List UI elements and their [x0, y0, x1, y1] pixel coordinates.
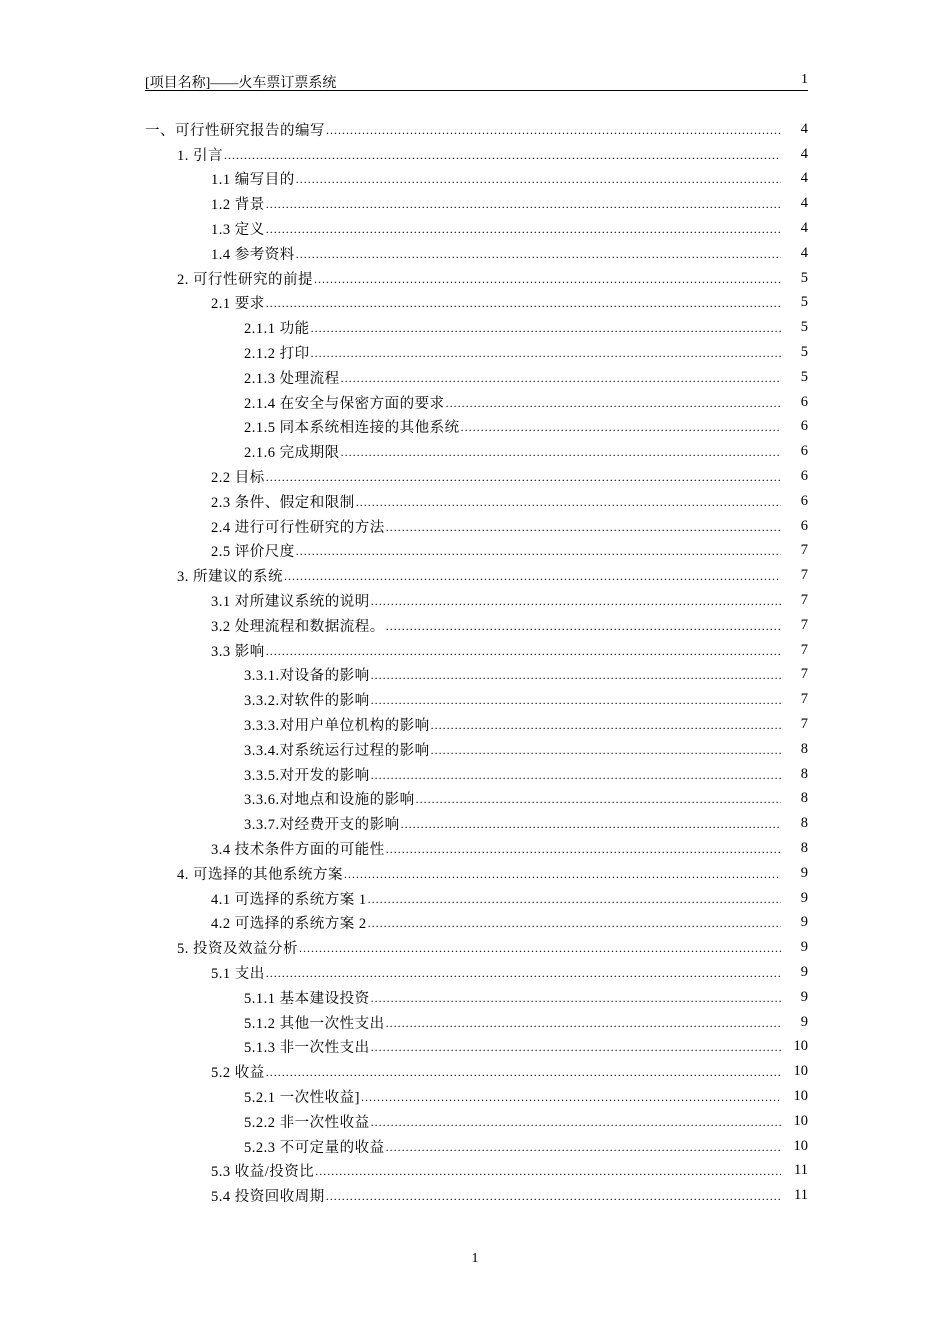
toc-entry-page-number: 6	[800, 517, 808, 534]
toc-dot-leader	[326, 1189, 781, 1204]
toc-entry-page-number: 7	[800, 616, 808, 633]
toc-entry-page-number: 9	[800, 963, 808, 980]
toc-entry-page-number: 10	[793, 1137, 808, 1154]
toc-entry-page-number: 4	[800, 120, 808, 137]
toc-entry-page-number: 10	[793, 1063, 808, 1080]
toc-entry-page-number: 6	[800, 393, 808, 410]
toc-entry[interactable]	[0, 191, 950, 216]
toc-entry-label: 3.3.6.对地点和设施的影响	[244, 792, 415, 809]
toc-entry-label: 2.1.6 完成期限	[244, 445, 340, 462]
toc-dot-leader	[371, 1115, 781, 1130]
toc-entry[interactable]	[0, 1183, 950, 1208]
toc-dot-leader	[299, 941, 781, 956]
toc-entry-label: 3.3 影响	[211, 643, 265, 660]
toc-entry-page-number: 9	[800, 988, 808, 1005]
toc-entry-page-number: 5	[800, 368, 808, 385]
toc-entry-page-number: 7	[800, 716, 808, 733]
toc-entry-label: 4. 可选择的其他系统方案	[177, 866, 343, 883]
toc-entry-page-number: 4	[800, 244, 808, 261]
toc-entry-page-number: 4	[800, 145, 808, 162]
toc-entry-label: 3.4 技术条件方面的可能性	[211, 842, 385, 858]
toc-entry-label: 5.3 收益/投资比	[211, 1164, 315, 1181]
toc-entry-page-number: 9	[800, 914, 808, 931]
toc-entry[interactable]	[0, 390, 950, 415]
toc-dot-leader	[356, 495, 781, 510]
toc-entry-label: 2.1.1 功能	[244, 321, 310, 338]
toc-entry[interactable]	[0, 588, 950, 613]
toc-entry[interactable]	[0, 638, 950, 663]
toc-entry-page-number: 10	[793, 1087, 808, 1104]
toc-entry-label: 2.3 条件、假定和限制	[211, 494, 355, 511]
toc-dot-leader	[401, 817, 781, 832]
toc-dot-leader	[296, 247, 781, 262]
toc-entry-page-number: 7	[800, 691, 808, 708]
toc-dot-leader	[311, 321, 781, 336]
toc-entry[interactable]	[0, 861, 950, 886]
toc-dot-leader	[431, 743, 781, 758]
toc-entry[interactable]	[0, 142, 950, 167]
page-header	[145, 71, 808, 91]
toc-entry-page-number: 8	[800, 790, 808, 807]
toc-entry-label: 5.1.3 非一次性支出	[244, 1040, 370, 1057]
toc-entry[interactable]	[0, 291, 950, 316]
toc-entry[interactable]	[0, 167, 950, 192]
toc-dot-leader	[416, 792, 781, 807]
toc-entry-label: 3.3.7.对经费开支的影响	[244, 817, 400, 834]
toc-entry-label: 5.1.1 基本建设投资	[244, 990, 370, 1007]
toc-dot-leader	[296, 172, 781, 187]
toc-dot-leader	[368, 892, 781, 907]
toc-dot-leader	[266, 296, 781, 311]
toc-entry-label: 2.5 评价尺度	[211, 544, 295, 561]
toc-entry[interactable]	[0, 241, 950, 266]
toc-entry-label: 3.3.1.对设备的影响	[244, 668, 370, 685]
toc-entry-label: 5.2 收益	[211, 1065, 265, 1082]
toc-entry-page-number: 5	[800, 344, 808, 361]
toc-entry-label: 2.1.2 打印	[244, 346, 310, 363]
toc-entry-page-number: 10	[793, 1038, 808, 1055]
toc-entry-label: 1.3 定义	[211, 222, 265, 239]
toc-entry-label: 2.1 要求	[211, 296, 265, 313]
toc-entry[interactable]	[0, 613, 950, 638]
header-title: [项目名称]——火车票订票系统	[145, 76, 337, 91]
toc-entry[interactable]	[0, 960, 950, 985]
toc-entry-label: 1.4 参考资料	[211, 246, 295, 263]
toc-entry-label: 5.2.2 非一次性收益	[244, 1114, 370, 1131]
page-footer	[0, 1251, 950, 1267]
toc-entry[interactable]	[0, 787, 950, 812]
toc-entry-page-number: 10	[793, 1112, 808, 1129]
toc-entry[interactable]	[0, 737, 950, 762]
toc-entry[interactable]	[0, 315, 950, 340]
toc-entry[interactable]	[0, 663, 950, 688]
toc-dot-leader	[461, 420, 781, 435]
toc-entry-page-number: 7	[800, 641, 808, 658]
toc-entry[interactable]	[0, 935, 950, 960]
toc-dot-leader	[266, 644, 781, 659]
toc-entry-page-number: 11	[794, 1162, 808, 1179]
toc-entry-label: 3.1 对所建议系统的说明	[211, 594, 370, 611]
toc-dot-leader	[341, 371, 781, 386]
toc-dot-leader	[361, 1090, 781, 1105]
table-of-contents	[0, 117, 950, 1208]
toc-dot-leader	[386, 842, 781, 857]
toc-entry[interactable]	[0, 1158, 950, 1183]
toc-dot-leader	[266, 966, 781, 981]
toc-dot-leader	[386, 1140, 781, 1155]
toc-entry-label: 4.1 可选择的系统方案 1	[211, 891, 367, 908]
toc-entry-page-number: 6	[800, 418, 808, 435]
toc-entry-page-number: 5	[800, 319, 808, 336]
toc-entry[interactable]	[0, 811, 950, 836]
toc-entry[interactable]	[0, 1134, 950, 1159]
toc-dot-leader	[266, 197, 781, 212]
toc-entry[interactable]	[0, 514, 950, 539]
toc-entry-page-number: 5	[800, 294, 808, 311]
toc-dot-leader	[386, 1016, 781, 1031]
toc-entry-page-number: 8	[800, 840, 808, 856]
toc-entry[interactable]	[0, 985, 950, 1010]
footer-page-number: 1	[471, 1251, 479, 1266]
toc-entry-label: 5.2.1 一次性收益]	[244, 1089, 360, 1106]
toc-entry-label: 3.3.2.对软件的影响	[244, 693, 370, 710]
toc-dot-leader	[371, 1040, 781, 1055]
toc-entry-page-number: 6	[800, 468, 808, 485]
toc-entry-page-number: 9	[800, 1013, 808, 1030]
toc-entry[interactable]	[0, 439, 950, 464]
toc-entry[interactable]	[0, 539, 950, 564]
toc-dot-leader	[368, 916, 781, 931]
toc-dot-leader	[266, 470, 781, 485]
toc-entry[interactable]	[0, 712, 950, 737]
toc-entry-page-number: 6	[800, 492, 808, 509]
toc-dot-leader	[371, 768, 781, 783]
toc-entry-label: 5.1.2 其他一次性支出	[244, 1015, 385, 1032]
toc-entry-label: 2.2 目标	[211, 470, 265, 487]
toc-entry-label: 2.4 进行可行性研究的方法	[211, 519, 385, 536]
toc-dot-leader	[326, 123, 781, 138]
toc-dot-leader	[311, 346, 781, 361]
toc-entry-page-number: 8	[800, 740, 808, 757]
toc-dot-leader	[431, 718, 781, 733]
toc-entry-label: 5.1 支出	[211, 965, 265, 982]
toc-dot-leader	[266, 222, 781, 237]
toc-entry[interactable]	[0, 1084, 950, 1109]
toc-entry[interactable]	[0, 489, 950, 514]
toc-entry-page-number: 5	[800, 269, 808, 286]
toc-entry[interactable]	[0, 762, 950, 787]
toc-entry[interactable]	[0, 1059, 950, 1084]
toc-entry-page-number: 7	[800, 567, 808, 584]
toc-entry[interactable]	[0, 1010, 950, 1035]
toc-dot-leader	[315, 1164, 781, 1179]
toc-entry-label: 一、可行性研究报告的编写	[145, 122, 325, 139]
toc-entry-label: 3.3.3.对用户单位机构的影响	[244, 718, 430, 735]
toc-dot-leader	[371, 594, 781, 609]
toc-entry-label: 2.1.3 处理流程	[244, 370, 340, 387]
toc-entry[interactable]	[0, 563, 950, 588]
toc-entry-page-number: 4	[800, 195, 808, 212]
toc-entry-label: 2.1.4 在安全与保密方面的要求	[244, 395, 445, 412]
toc-dot-leader	[314, 272, 781, 287]
toc-entry[interactable]	[0, 340, 950, 365]
toc-entry[interactable]	[0, 216, 950, 241]
toc-dot-leader	[344, 867, 781, 882]
toc-dot-leader	[266, 1065, 781, 1080]
toc-entry[interactable]	[0, 687, 950, 712]
toc-entry-page-number: 7	[800, 592, 808, 609]
toc-entry-page-number: 11	[794, 1187, 808, 1204]
toc-entry-label: 2.1.5 同本系统相连接的其他系统	[244, 420, 460, 437]
toc-entry[interactable]	[0, 1109, 950, 1134]
toc-dot-leader	[446, 396, 781, 411]
toc-entry[interactable]	[0, 1034, 950, 1059]
toc-entry-page-number: 7	[800, 542, 808, 559]
toc-entry[interactable]	[0, 836, 950, 861]
header-page-number: 1	[801, 72, 808, 87]
toc-entry-label: 5. 投资及效益分析	[177, 941, 298, 958]
toc-entry[interactable]	[0, 266, 950, 291]
toc-dot-leader	[386, 619, 781, 634]
toc-dot-leader	[341, 445, 781, 460]
toc-entry[interactable]	[0, 886, 950, 911]
toc-entry-page-number: 9	[800, 889, 808, 906]
toc-dot-leader	[371, 693, 781, 708]
toc-entry-label: 3.2 处理流程和数据流程。	[211, 618, 385, 635]
toc-entry[interactable]	[0, 117, 950, 142]
toc-entry-page-number: 8	[800, 815, 808, 832]
toc-entry-page-number: 8	[800, 765, 808, 782]
toc-entry-page-number: 6	[800, 443, 808, 460]
toc-dot-leader	[284, 569, 781, 584]
toc-dot-leader	[371, 668, 781, 683]
toc-dot-leader	[371, 991, 781, 1006]
toc-entry-page-number: 9	[800, 864, 808, 881]
toc-dot-leader	[224, 148, 781, 163]
toc-entry-label: 3.3.4.对系统运行过程的影响	[244, 742, 430, 759]
toc-entry-label: 2. 可行性研究的前提	[177, 271, 313, 288]
toc-entry-label: 1.2 背景	[211, 197, 265, 214]
toc-entry-label: 1.1 编写目的	[211, 172, 295, 189]
toc-entry-label: 5.2.3 不可定量的收益	[244, 1139, 385, 1156]
toc-entry[interactable]	[0, 911, 950, 936]
toc-entry-label: 1. 引言	[177, 147, 223, 164]
toc-dot-leader	[386, 520, 781, 535]
toc-dot-leader	[296, 544, 781, 559]
toc-entry[interactable]	[0, 365, 950, 390]
toc-entry-label: 3. 所建议的系统	[177, 569, 283, 586]
toc-entry-page-number: 7	[800, 666, 808, 683]
toc-entry[interactable]	[0, 464, 950, 489]
toc-entry-page-number: 9	[800, 939, 808, 956]
toc-entry[interactable]	[0, 415, 950, 440]
toc-entry-label: 5.4 投资回收周期	[211, 1189, 325, 1206]
toc-entry-label: 3.3.5.对开发的影响	[244, 767, 370, 784]
toc-entry-page-number: 4	[800, 170, 808, 187]
toc-entry-page-number: 4	[800, 220, 808, 237]
toc-entry-label: 4.2 可选择的系统方案 2	[211, 916, 367, 933]
